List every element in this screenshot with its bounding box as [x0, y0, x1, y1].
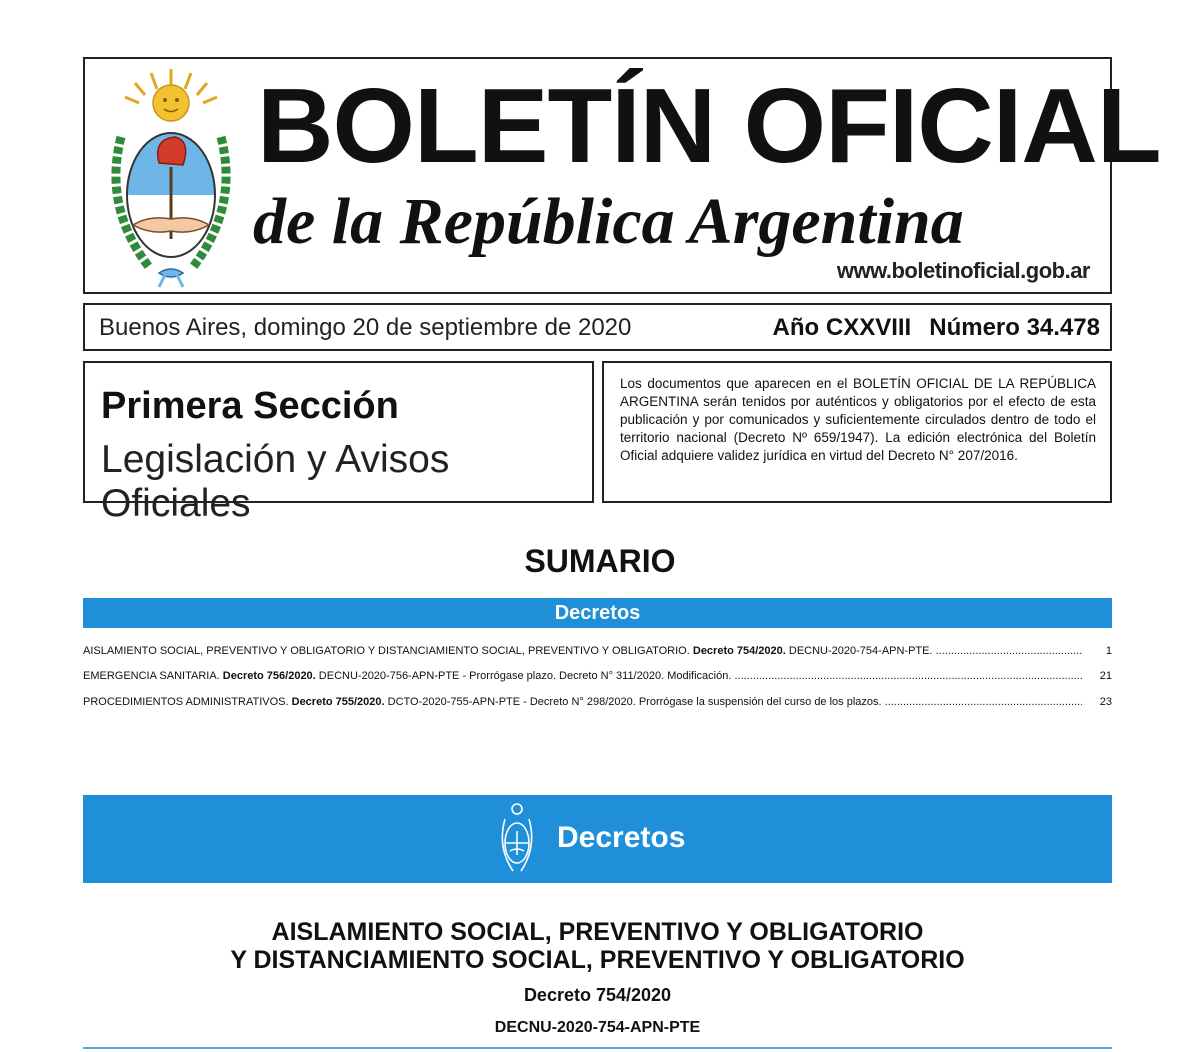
masthead-url[interactable]: www.boletinoficial.gob.ar [836, 258, 1090, 283]
masthead-subtitle: de la República Argentina [253, 185, 964, 258]
divider-rule [83, 1047, 1112, 1049]
decretos-band-label: Decretos [557, 821, 686, 854]
sumario-page-number: 21 [1082, 667, 1112, 685]
issue-number: Número 34.478 [929, 314, 1100, 341]
coat-of-arms-icon [499, 801, 535, 877]
decree-title: AISLAMIENTO SOCIAL, PREVENTIVO Y OBLIGATORIO Y DISTANCIAMIENTO SOCIAL, PREVENTIVO Y OBLIGATORIO [230, 918, 965, 974]
coat-of-arms-icon [99, 67, 244, 289]
sumario-page-number: 1 [1082, 642, 1112, 660]
sumario-heading: SUMARIO [524, 543, 676, 579]
issue-info [773, 314, 1100, 342]
legal-notice-text: Los documentos que aparecen en el BOLETÍN OFICIAL DE LA REPÚBLICA ARGENTINA serán tenidos por auténticos y obligatorios por el efecto de esta publicación y por comunicados y suficientemente circulados dentro de todo el territorio nacional (Decreto Nº 659/1947). La edición electrónica del Boletín Oficial adquiere validez jurídica en virtud del Decreto N° 207/2016. [620, 376, 1096, 463]
legal-notice-box [602, 361, 1112, 503]
sumario-entry[interactable]: PROCEDIMIENTOS ADMINISTRATIVOS. Decreto 755/2020. DCTO-2020-755-APN-PTE - Decreto N° 298/2020. Prorrógase la suspensión del curso de los plazos. ..... 23 [83, 693, 1112, 711]
section-box [83, 361, 594, 525]
masthead [83, 57, 1161, 294]
date-bar [83, 303, 1112, 351]
sumario-entry[interactable]: EMERGENCIA SANITARIA. Decreto 756/2020. DECNU-2020-756-APN-PTE - Prorrógase plazo. Decreto N° 311/2020. Modificación. ..... 21 [83, 667, 1112, 685]
publication-date: Buenos Aires, domingo 20 de septiembre de 2020 [99, 314, 632, 341]
decretos-section-band [83, 795, 1112, 883]
decree-number: Decreto 754/2020 [523, 985, 672, 1005]
issue-year: Año CXXVIII [772, 314, 912, 341]
section-subtitle: Legislación y Avisos Oficiales [101, 438, 450, 525]
sumario-page-number: 23 [1082, 693, 1112, 711]
sumario-decretos-band: Decretos [83, 598, 1112, 628]
decree-code: DECNU-2020-754-APN-PTE [494, 1019, 701, 1036]
section-title: Primera Sección [101, 385, 399, 427]
sumario-entry[interactable]: AISLAMIENTO SOCIAL, PREVENTIVO Y OBLIGATORIO Y DISTANCIAMIENTO SOCIAL, PREVENTIVO Y OBLIGATORIO. Decreto 754/2020. DECNU-2020-754-APN-PTE. ..... 1 [83, 642, 1112, 660]
masthead-title: BOLETÍN OFICIAL [257, 67, 1161, 185]
